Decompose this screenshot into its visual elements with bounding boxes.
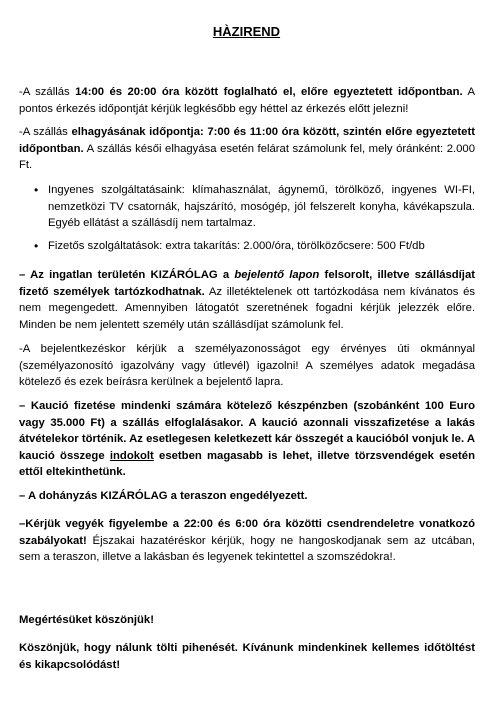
closing-text: Köszönjük, hogy nálunk tölti pihenését. Kívánunk mindenkinek kellemes időtöltést és kikapcsolódást! xyxy=(19,642,475,671)
document-title: HÀZIREND xyxy=(212,24,281,39)
deposit-justified-term: indokolt xyxy=(109,449,154,462)
deposit-paragraph xyxy=(19,398,475,481)
guests-paragraph xyxy=(19,267,475,333)
paid-services-text: Fizetős szolgáltatások: extra takarítás: 2.000/óra, törölközőcsere: 500 Ft/db xyxy=(48,240,425,252)
paid-services-item xyxy=(34,238,475,255)
quiet-hours-note: Éjszakai hazatéréskor kérjük, hogy ne hangoskodjanak sem az utcában, sem a teraszon, illetve a lakásban és legyenek tekintettel a szomszédokra!. xyxy=(19,534,475,563)
guests-rule-end: felsorolt, illetve szállásdíjat fizető személyek tartózkodhatnak. xyxy=(19,269,475,298)
registration-form-term: bejelentő lapon xyxy=(234,269,320,281)
checkin-intro: -A szállás xyxy=(19,86,76,98)
checkout-note: A szállás késői elhagyása esetén felárat számolunk fel, mely óránként: 2.000 Ft. xyxy=(19,142,475,171)
checkout-time: elhagyásának időpontja: 7:00 és 11:00 óra között, szintén előre egyeztetett időpontban. xyxy=(19,126,475,155)
bullet-icon: • xyxy=(34,239,39,253)
bullet-icon: • xyxy=(34,183,39,197)
free-services-text: Ingyenes szolgáltatásaink: klímahasználat, ágynemű, törölköző, ingyenes WI-FI, nemzetközi TV csatornák, hajszárító, mosógép, jól felszerelt konyha, kávékapszula. Egyéb ellátást a szállásdíj nem tartalmaz. xyxy=(48,184,475,229)
checkin-time: 14:00 és 20:00 óra között foglalható el, előre egyeztetett időpontban. xyxy=(75,86,463,98)
quiet-hours-paragraph xyxy=(19,516,475,566)
smoking-rule: – A dohányzás KIZÁRÓLAG a teraszon engedélyezett. xyxy=(19,490,308,502)
free-services-item xyxy=(34,182,475,232)
checkin-paragraph xyxy=(19,84,475,117)
guests-rule-note: Az illetéktelenek ott tartózkodása nem kívánatos és nem megengedett. Amennyiben látogatót szeretnének fogadni kérjük jelezzék előre. Minden be nem jelentett személy után szállásdíjat számolunk fel. xyxy=(19,285,476,331)
deposit-rule: – Kaució fizetése mindenki számára kötelező készpénzben (szobánként 100 Euro vagy 35.000 Ft) a szállás elfoglalásakor. A kaució azonnali visszafizetése a lakás átvételekor történik. Az esetlegesen keletkezett kár összegét a kaucióból vonjuk le. A kaució összege xyxy=(19,400,475,462)
thanks-line xyxy=(19,612,475,629)
checkin-note: A pontos érkezés időpontját kérjük legkésőbb egy héttel az érkezés előtt jelezni! xyxy=(19,86,475,115)
guests-rule-start: – Az ingatlan területén KIZÁRÓLAG a xyxy=(19,269,235,281)
checkout-intro: -A szállás xyxy=(19,126,72,138)
quiet-hours-rule: –Kérjük vegyék figyelembe a 22:00 és 6:00 óra közötti csendrendeletre vonatkozó szabályokat! xyxy=(19,518,475,547)
deposit-rule-end: esetben magasabb is lehet, illetve törzsvendégek esetén ettől eltekinthetünk. xyxy=(19,449,475,478)
checkout-paragraph xyxy=(19,124,475,174)
closing-paragraph xyxy=(19,640,475,673)
id-paragraph: -A bejelentkezéskor kérjük a személyazonosságot egy érvényes úti okmánnyal (személyazonosító igazolvány vagy útlevél) igazolni! A személyes adatok megadása kötelező és ezek beírásra kerülnek a bejelentő lapra. xyxy=(19,343,475,388)
smoking-paragraph xyxy=(19,488,475,505)
thanks-text: Megértésüket köszönjük! xyxy=(19,614,154,626)
